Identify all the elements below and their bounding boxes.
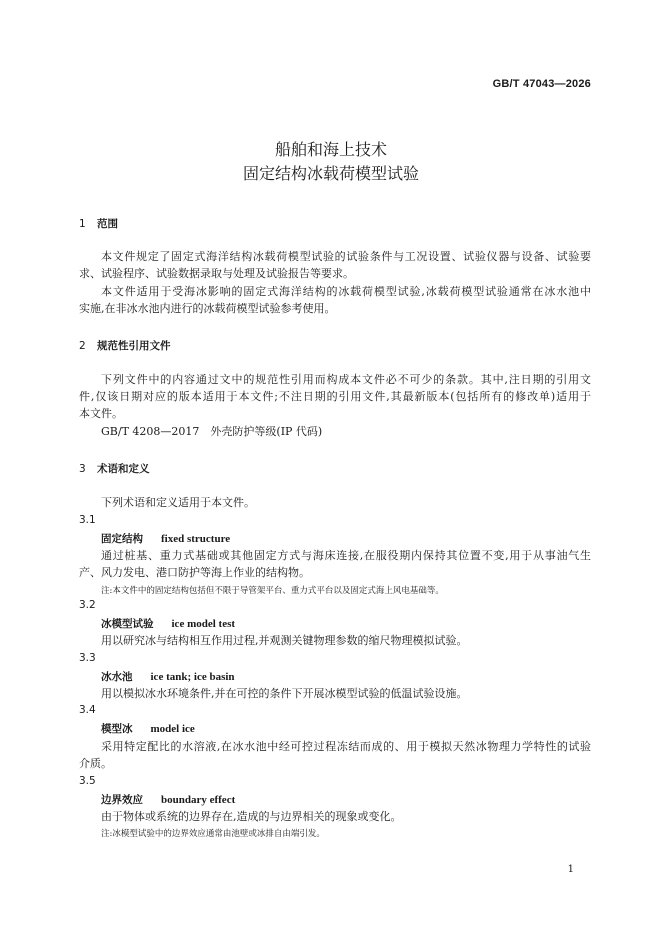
term-definition: 由于物体或系统的边界存在,造成的与边界相关的现象或变化。 [101,810,402,823]
section-title: 范围 [97,218,118,230]
section-number: 2 [79,340,86,352]
paragraph-line: 本文件规定了固定式海洋结构冰载荷模型试验的试验条件与工况设置、试验仪器与设备、试验要 [101,250,591,263]
term-number: 3.2 [79,599,96,611]
section-number: 1 [79,218,86,230]
term-definition: 采用特定配比的水溶液,在冰水池中经可控过程冻结而成的、用于模拟天然冰物理力学特性的试验 [101,740,591,753]
paragraph-line: 下列文件中的内容通过文中的规范性引用而构成本文件必不可少的条款。其中,注日期的引用文 [101,373,591,386]
term-definition: 用以模拟冰水环境条件,并在可控的条件下开展冰模型试验的低温试验设施。 [101,687,468,700]
term-en: model ice [150,723,195,735]
term-entry [101,616,235,631]
term-definition: 通过桩基、重力式基础或其他固定方式与海床连接,在服役期内保持其位置不变,用于从事油气生 [101,549,591,562]
page-number: 1 [567,864,574,875]
section-1-heading [79,216,118,231]
term-number: 3.1 [79,514,96,526]
term-definition: 介质。 [79,757,112,770]
title-line-2: 固定结构冰载荷模型试验 [242,164,419,183]
reference-item: GB/T 4208—2017 外壳防护等级(IP 代码) [101,425,323,438]
paragraph-line: 求、试验程序、试验数据录取与处理及试验报告等要求。 [79,267,354,280]
term-en: ice model test [171,618,236,630]
section-title: 规范性引用文件 [97,340,171,352]
paragraph-line: 本文件适用于受海冰影响的固定式海洋结构的冰载荷模型试验,冰载荷模型试验通常在冰水池中 [101,285,591,298]
term-definition: 用以研究冰与结构相互作用过程,并观测关键物理参数的缩尺物理模拟试验。 [101,634,468,647]
paragraph-line: 下列术语和定义适用于本文件。 [101,496,255,509]
term-zh: 冰模型试验 [101,618,154,630]
term-zh: 边界效应 [101,794,143,806]
term-en: ice tank; ice basin [150,671,235,683]
term-entry [101,792,235,807]
section-2-heading [79,338,171,353]
section-3-heading [79,461,150,476]
section-title: 术语和定义 [97,463,150,475]
term-note: 注:冰模型试验中的边界效应通常由池壁或冰排自由端引发。 [101,829,325,839]
term-entry [101,531,230,546]
term-en: boundary effect [161,794,236,806]
term-entry [101,669,235,684]
term-note: 注:本文件中的固定结构包括但不限于导管架平台、重力式平台以及固定式海上风电基础等。 [101,586,444,596]
term-definition: 产、风力发电、港口防护等海上作业的结构物。 [79,566,310,579]
term-number: 3.5 [79,775,96,787]
term-number: 3.4 [79,704,96,716]
term-zh: 模型冰 [101,723,133,735]
paragraph-line: 件,仅该日期对应的版本适用于本文件;不注日期的引用文件,其最新版本(包括所有的修改单)适用于 [79,390,591,403]
paragraph-line: 实施,在非冰水池内进行的冰载荷模型试验参考使用。 [79,302,336,315]
term-entry [101,721,195,736]
term-zh: 固定结构 [101,533,143,545]
paragraph-line: 本文件。 [79,407,123,420]
term-en: fixed structure [161,533,231,545]
term-zh: 冰水池 [101,671,133,683]
term-number: 3.3 [79,652,96,664]
title-line-1: 船舶和海上技术 [274,140,387,159]
document-id: GB/T 47043—2026 [492,78,591,90]
section-number: 3 [79,463,86,475]
